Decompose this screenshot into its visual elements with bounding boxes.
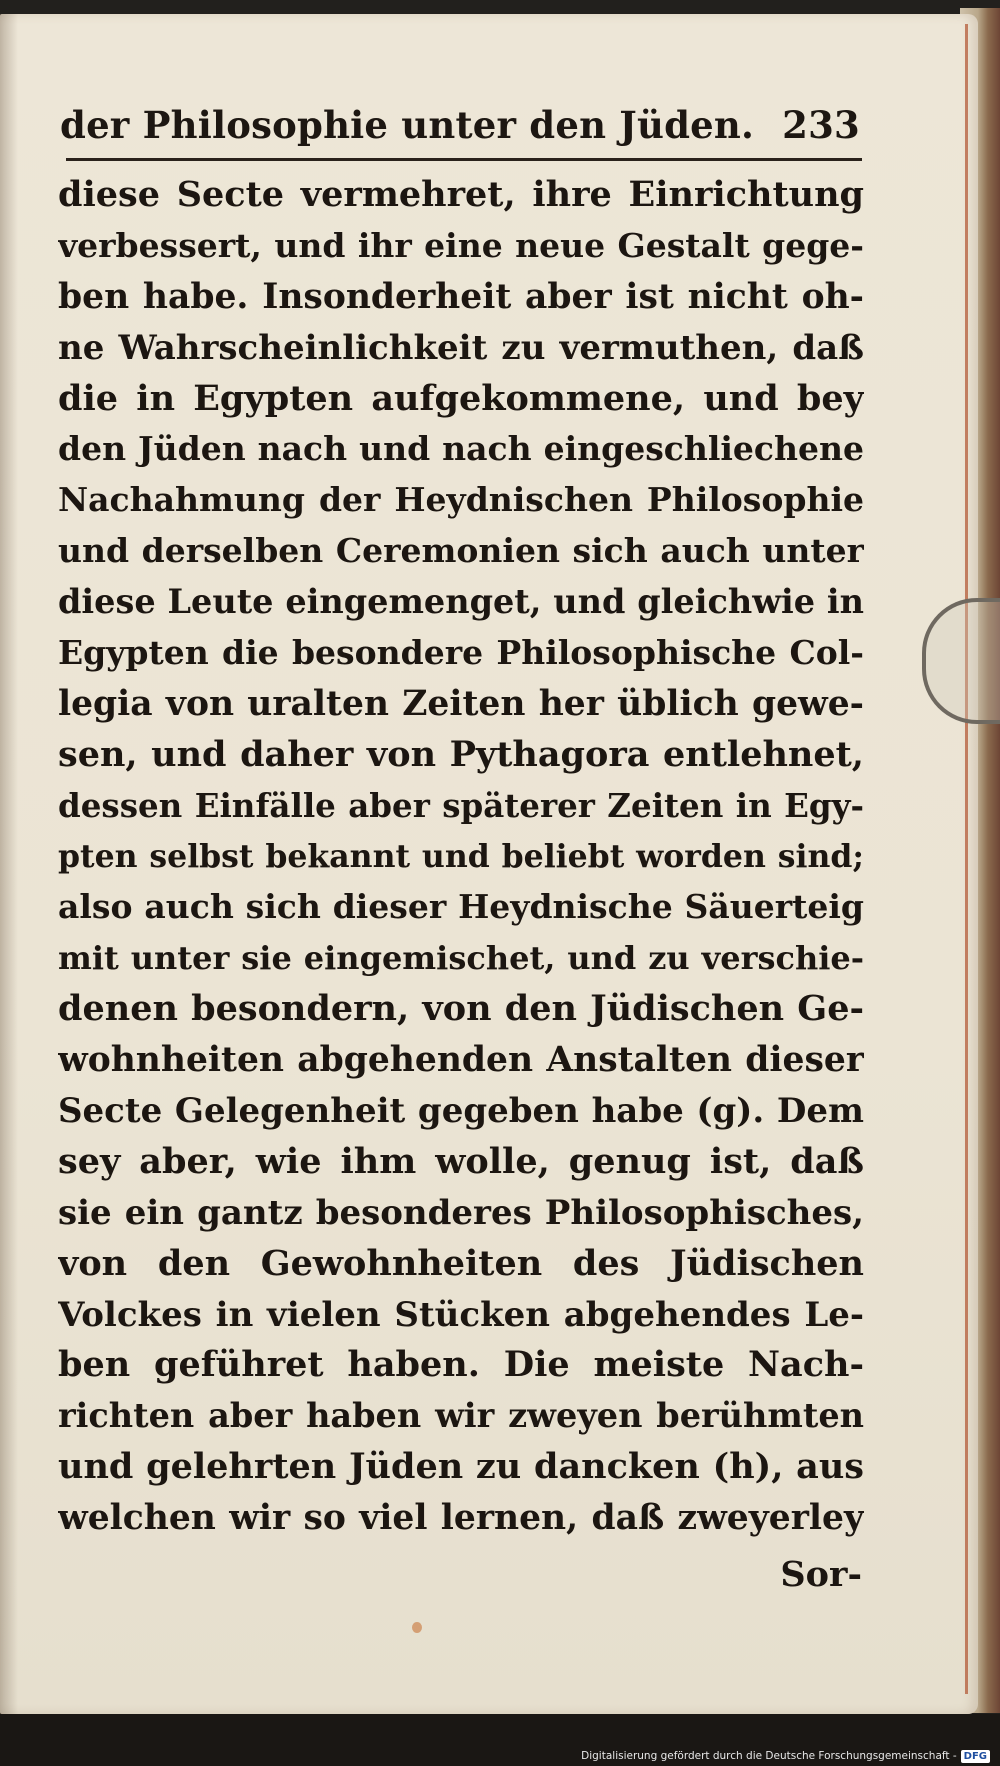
catchword: Sor- — [780, 1554, 862, 1595]
text-line: Secte Gelegenheit gegeben habe (g). Dem — [58, 1091, 864, 1132]
text-line: wohnheiten abgehenden Anstalten dieser — [58, 1040, 864, 1081]
text-line: ben geführet haben. Die meiste Nach- — [58, 1344, 864, 1386]
text-line: diese Leute eingemenget, und gleichwie in — [58, 582, 864, 622]
text-line: welchen wir so viel lernen, daß zweyerley — [58, 1498, 864, 1539]
text-line: richten aber haben wir zweyen berühmten — [58, 1396, 864, 1436]
running-title: der Philosophie unter den Jüden. — [60, 103, 755, 147]
text-line: ben habe. Insonderheit aber ist nicht oh- — [58, 276, 864, 317]
text-line: Nachahmung der Heydnischen Philosophie — [58, 480, 864, 520]
text-line: mit unter sie eingemischet, und zu verschie- — [58, 939, 864, 978]
red-edge-line — [965, 24, 968, 1694]
text-line: verbessert, und ihr eine neue Gestalt gege- — [58, 225, 864, 265]
text-line: sen, und daher von Pythagora entlehnet, — [58, 733, 864, 775]
header-rule — [66, 158, 862, 161]
text-line: Egypten die besondere Philosophische Col- — [58, 633, 864, 673]
text-line: ne Wahrscheinlichkeit zu vermuthen, daß — [58, 327, 864, 368]
text-line: legia von uralten Zeiten her üblich gewe- — [58, 683, 864, 724]
page-number: 233 — [782, 103, 860, 147]
text-line: diese Secte vermehret, ihre Einrichtung — [58, 174, 864, 215]
text-line: die in Egypten aufgekommene, und bey — [58, 377, 864, 419]
body-text — [58, 170, 864, 1544]
text-line: Volckes in vielen Stücken abgehendes Le- — [58, 1294, 864, 1335]
text-line: dessen Einfälle aber späterer Zeiten in Egy- — [58, 785, 864, 825]
dfg-logo-icon: DFG — [961, 1750, 990, 1763]
text-line: sie ein gantz besonderes Philosophisches, — [58, 1192, 864, 1233]
ink-stain — [412, 1622, 422, 1633]
text-line: also auch sich dieser Heydnische Säuerteig — [58, 887, 864, 927]
digitization-credit — [581, 1748, 990, 1764]
running-header — [60, 96, 860, 154]
text-line: und gelehrten Jüden zu dancken (h), aus — [58, 1446, 864, 1488]
text-line: den Jüden nach und nach eingeschliechene — [58, 429, 864, 469]
text-line: und derselben Ceremonien sich auch unter — [58, 531, 864, 571]
text-line: pten selbst bekannt und beliebt worden sind; — [58, 837, 864, 875]
credit-text: Digitalisierung gefördert durch die Deutsche Forschungsgemeinschaft - — [581, 1750, 957, 1762]
text-line: von den Gewohnheiten des Jüdischen — [58, 1242, 864, 1284]
text-line: denen besondern, von den Jüdischen Ge- — [58, 988, 864, 1030]
text-line: sey aber, wie ihm wolle, genug ist, daß — [58, 1140, 864, 1182]
